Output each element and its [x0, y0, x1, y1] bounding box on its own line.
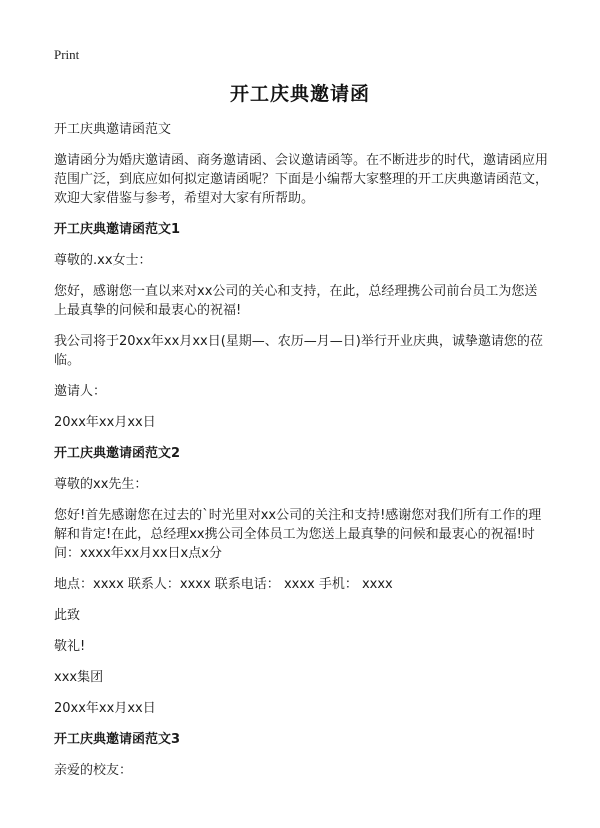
- paragraph-inviter-1: 邀请人：: [54, 384, 107, 399]
- paragraph-greeting-2: 您好!首先感谢您在过去的`时光里对xx公司的关注和支持!感谢您对我们所有工作的理解和肯定!在此，总经理xx携公司全体员工为您送上最真挚的问候和最衷心的祝福!时间：xxxx年xx月xx日x点x分: [54, 508, 542, 561]
- paragraph-contact-2: 地点：xxxx 联系人：xxxx 联系电话： xxxx 手机： xxxx: [54, 577, 393, 592]
- section-heading-3: 开工庆典邀请函范文3: [54, 732, 181, 747]
- paragraph-regards-2: 敬礼!: [54, 639, 86, 654]
- paragraph-salutation-3: 亲爱的校友：: [54, 763, 133, 778]
- paragraph-date-2: 20xx年xx月xx日: [54, 701, 156, 716]
- paragraph-subtitle: 开工庆典邀请函范文: [54, 122, 172, 137]
- paragraph-intro: 邀请函分为婚庆邀请函、商务邀请函、会议邀请函等。在不断进步的时代，邀请函应用范围广泛，到底应如何拟定邀请函呢？下面是小编帮大家整理的开工庆典邀请函范文，欢迎大家借鉴与参考，希望对大家有所帮助。: [54, 153, 549, 206]
- document-title: 开工庆典邀请函: [229, 83, 370, 105]
- paragraph-salutation-1: 尊敬的.xx女士：: [54, 253, 152, 268]
- paragraph-signer-2: xxx集团: [54, 670, 104, 685]
- section-heading-1: 开工庆典邀请函范文1: [54, 222, 181, 237]
- paragraph-salutation-2: 尊敬的xx先生：: [54, 477, 148, 492]
- print-label: Print: [54, 47, 80, 62]
- paragraph-invitation-1: 我公司将于20xx年xx月xx日(星期—、农历—月—日)举行开业庆典，诚挚邀请您的莅临。: [54, 334, 543, 368]
- paragraph-closing-2: 此致: [54, 608, 81, 623]
- paragraph-date-1: 20xx年xx月xx日: [54, 415, 156, 430]
- section-heading-2: 开工庆典邀请函范文2: [54, 446, 181, 461]
- document-body: [54, 120, 548, 792]
- paragraph-greeting-1: 您好，感谢您一直以来对xx公司的关心和支持，在此，总经理携公司前台员工为您送上最真挚的问候和最衷心的祝福!: [54, 284, 538, 318]
